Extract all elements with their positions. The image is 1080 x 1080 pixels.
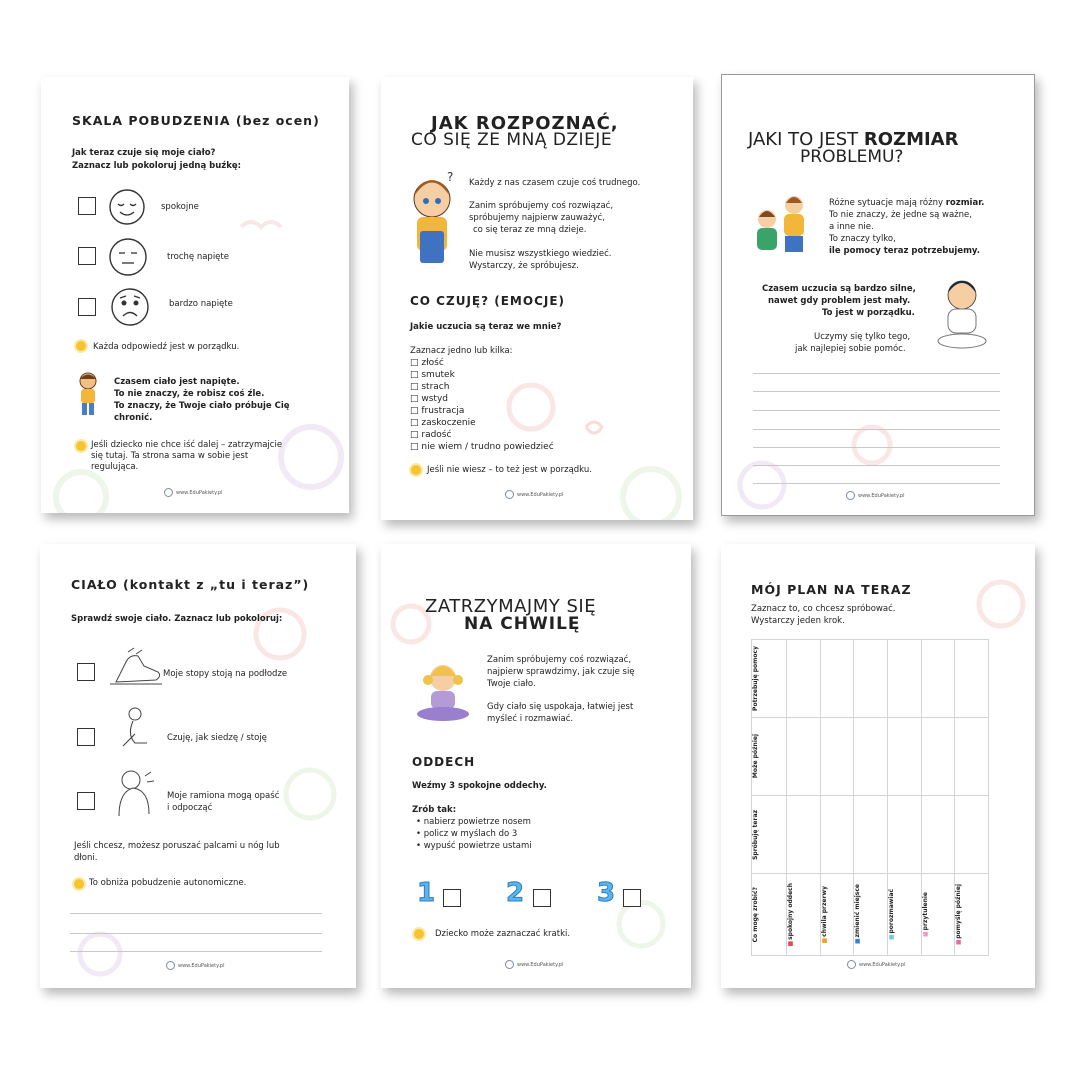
breath-number-1: 1: [417, 878, 436, 908]
step-2: • policz w myślach do 3: [416, 829, 518, 839]
feet-checkbox[interactable]: [77, 663, 95, 681]
emotion-option[interactable]: □ smutek: [410, 370, 455, 380]
feet-label: Moje stopy stoją na podłodze: [163, 669, 288, 679]
grid-cell[interactable]: [787, 796, 821, 874]
option-cell[interactable]: [921, 874, 955, 956]
note-line-1: Jeśli chcesz, możesz poruszać palcami u nóg lub: [74, 841, 280, 851]
calm-checkbox[interactable]: [78, 197, 96, 215]
option-cell[interactable]: [820, 874, 854, 956]
intro-line-2: najpierw sprawdzimy, jak czuje się: [487, 667, 635, 677]
background-decoration: [40, 544, 356, 988]
writing-line[interactable]: [70, 951, 322, 952]
grid-cell[interactable]: [820, 640, 854, 718]
row-label: Może później: [752, 734, 759, 779]
page-title-line-2: PROBLEMU?: [800, 147, 904, 167]
emotion-option[interactable]: □ radość: [410, 430, 452, 440]
page-title-line-2: NA CHWILĘ: [464, 614, 581, 634]
neutral-face-icon: [108, 237, 148, 277]
tip2-line-3: regulująca.: [91, 462, 139, 472]
edupakiety-logo-icon: [164, 488, 173, 497]
writing-line[interactable]: [753, 391, 1000, 392]
breath-checkbox-1[interactable]: [443, 889, 461, 907]
title-part-2: ROZMIAR: [863, 129, 959, 150]
svg-text:?: ?: [447, 171, 454, 184]
footer: [505, 490, 563, 499]
worksheet-page-problem-size: [721, 74, 1035, 516]
emotion-option[interactable]: □ wstyd: [410, 394, 448, 404]
emotion-option[interactable]: □ nie wiem / trudno powiedzieć: [410, 442, 554, 452]
row-header: [752, 796, 787, 874]
feet-icon: [108, 644, 164, 686]
lightbulb-icon: [76, 341, 86, 351]
step-text: policz w myślach do 3: [423, 829, 518, 839]
edupakiety-logo-icon: [505, 490, 514, 499]
footer-url[interactable]: www.EduPakiety.pl: [517, 491, 564, 498]
worksheet-page-arousal-scale: [41, 77, 349, 513]
step-text: wypuść powietrze ustami: [423, 841, 532, 851]
option-cell[interactable]: [887, 874, 921, 956]
shoulders-icon: [115, 768, 157, 818]
option-label: ■pomyślę później: [955, 883, 963, 946]
plan-grid: [751, 639, 989, 956]
row-header: [752, 874, 787, 956]
edupakiety-logo-icon: [166, 961, 175, 970]
row-label: Spróbuję teraz: [752, 809, 759, 860]
tip-text: Dziecko może zaznaczać kratki.: [435, 929, 571, 939]
intro-line-5: myśleć i rozmawiać.: [487, 714, 574, 724]
step-3: • wypuść powietrze ustami: [416, 841, 532, 851]
instruction-line-2: Zaznacz lub pokoloruj jedną buźkę:: [72, 161, 242, 171]
breath-number-2: 2: [506, 878, 525, 908]
emotion-option[interactable]: □ zaskoczenie: [410, 418, 476, 428]
question: Jakie uczucia są teraz we mnie?: [410, 322, 562, 332]
grid-cell[interactable]: [787, 640, 821, 718]
writing-line[interactable]: [70, 913, 322, 914]
option-text: przytulenie: [921, 891, 929, 931]
footer: [164, 488, 222, 497]
sad-face-icon: [110, 287, 150, 327]
sitting-child-illustration-icon: [934, 277, 990, 352]
grid-cell[interactable]: [887, 796, 921, 874]
shoulders-label-1: Moje ramiona mogą opaść: [167, 791, 280, 801]
text-line-4: To znaczy tylko,: [829, 234, 896, 244]
intro-line-2: Zanim spróbujemy coś rozwiązać,: [469, 201, 614, 211]
lightbulb-icon: [76, 441, 86, 451]
text-1b: rozmiar.: [945, 198, 985, 208]
grid-cell[interactable]: [787, 718, 821, 796]
tense-label: trochę napięte: [167, 252, 229, 262]
option-text: pomyślę później: [955, 883, 963, 939]
grid-cell[interactable]: [921, 796, 955, 874]
writing-line[interactable]: [753, 373, 1000, 374]
shoulders-checkbox[interactable]: [77, 792, 95, 810]
boy-illustration-icon: [75, 371, 101, 421]
lightbulb-icon: [411, 465, 421, 475]
text-line-5: ile pomocy teraz potrzebujemy.: [829, 246, 980, 256]
page-title-line-1: ZATRZYMAJMY SIĘ: [425, 596, 597, 617]
emotion-option[interactable]: □ strach: [410, 382, 450, 392]
footer-url[interactable]: www.EduPakiety.pl: [517, 961, 564, 968]
option-label: ■chwila przerwy: [820, 885, 828, 944]
breath-checkbox-2[interactable]: [533, 889, 551, 907]
text-line-8: To jest w porządku.: [822, 308, 915, 318]
tip2-line-2: się tutaj. Ta strona sama w sobie jest: [91, 451, 249, 461]
child-text-1: Czasem ciało jest napięte.: [114, 377, 240, 387]
grid-cell[interactable]: [854, 718, 888, 796]
text-line-1: [829, 197, 984, 209]
grid-cell[interactable]: [887, 640, 921, 718]
option-cell[interactable]: [854, 874, 888, 956]
step-1: • nabierz powietrze nosem: [416, 817, 531, 827]
option-cell[interactable]: [787, 874, 821, 956]
text-line-7: nawet gdy problem jest mały.: [768, 296, 911, 306]
breath-number-3: 3: [597, 878, 616, 908]
meditating-girl-illustration-icon: [411, 658, 475, 724]
lightbulb-icon: [74, 879, 84, 889]
tip-text: To obniża pobudzenie autonomiczne.: [89, 878, 247, 888]
breath-checkbox-3[interactable]: [623, 889, 641, 907]
page-title-line-1: JAK ROZPOZNAĆ,: [431, 113, 619, 134]
child-text-3: To znaczy, że Twoje ciało próbuje Cię: [114, 401, 290, 411]
intro-line-4: co się teraz ze mną dzieje.: [473, 225, 587, 235]
sitting-checkbox[interactable]: [77, 728, 95, 746]
note-line-2: dłoni.: [74, 853, 98, 863]
footer-url[interactable]: www.EduPakiety.pl: [178, 962, 225, 969]
option-text: chwila przerwy: [820, 885, 828, 937]
title-part-1: JAKI TO JEST: [748, 129, 864, 150]
emotion-option[interactable]: □ frustracja: [410, 406, 465, 416]
breaths-text: Weźmy 3 spokojne oddechy.: [412, 781, 547, 791]
option-label: ■spokojny oddech: [787, 882, 794, 947]
sitting-label: Czuję, jak siedzę / stoję: [167, 733, 267, 743]
option-label: ■porozmawiać: [887, 888, 895, 941]
intro-line-4: Gdy ciało się uspokaja, łatwiej jest: [487, 702, 634, 712]
footer-url[interactable]: www.EduPakiety.pl: [176, 489, 223, 496]
tip-text: Każda odpowiedź jest w porządku.: [93, 342, 240, 352]
page-title: MÓJ PLAN NA TERAZ: [751, 582, 912, 597]
intro-line-6: Wystarczy, że spróbujesz.: [469, 261, 579, 271]
footer: [505, 960, 563, 969]
text-1a: Różne sytuacje mają różny: [829, 198, 946, 208]
footer: [846, 491, 904, 500]
intro-line-1: Zanim spróbujemy coś rozwiązać,: [487, 655, 632, 665]
edupakiety-logo-icon: [847, 960, 856, 969]
calm-face-icon: [108, 188, 146, 226]
text-line-3: a inne nie.: [829, 222, 874, 232]
row-header: [752, 640, 787, 718]
step-text: nabierz powietrze nosem: [423, 817, 531, 827]
option-label: ■przytulenie: [921, 891, 929, 938]
emotion-list: [410, 357, 554, 453]
sitting-person-icon: [115, 706, 149, 754]
subtitle-line-2: Wystarczy jeden krok.: [751, 616, 845, 626]
grid-cell[interactable]: [820, 796, 854, 874]
intro-line-3: Twoje ciało.: [487, 679, 536, 689]
worksheet-page-my-plan: [721, 544, 1035, 988]
section-heading: ODDECH: [412, 755, 476, 769]
option-text: porozmawiać: [887, 888, 895, 934]
intro-line-3: spróbujemy najpierw zauważyć,: [469, 213, 605, 223]
very-tense-label: bardzo napięte: [169, 299, 233, 309]
instruction-line-1: Jak teraz czuje się moje ciało?: [72, 148, 216, 158]
writing-line[interactable]: [753, 447, 1000, 448]
thinking-boy-illustration-icon: [407, 171, 457, 271]
instruction: Sprawdź swoje ciało. Zaznacz lub pokoloruj:: [71, 614, 283, 624]
tip2-line-1: Jeśli dziecko nie chce iść dalej – zatrzymajcie: [91, 440, 283, 450]
option-text: zmienić miejsce: [854, 884, 862, 938]
worksheet-page-breathing: [381, 544, 691, 988]
option-cell[interactable]: [955, 874, 989, 956]
writing-line[interactable]: [753, 483, 1000, 484]
writing-line[interactable]: [70, 933, 322, 934]
worksheet-page-recognize-feelings: [381, 77, 693, 520]
grid-cell[interactable]: [854, 640, 888, 718]
very-tense-checkbox[interactable]: [78, 298, 96, 316]
subtitle-line-1: Zaznacz to, co chcesz spróbować.: [751, 604, 896, 614]
grid-cell[interactable]: [921, 640, 955, 718]
grid-cell[interactable]: [955, 640, 989, 718]
writing-line[interactable]: [753, 465, 1000, 466]
option-label: ■zmienić miejsce: [854, 884, 862, 945]
text-line-6: Czasem uczucia są bardzo silne,: [762, 284, 916, 294]
text-line-9: Uczymy się tylko tego,: [814, 332, 911, 342]
lightbulb-icon: [414, 929, 424, 939]
select-hint: Zaznacz jedno lub kilka:: [410, 346, 513, 356]
child-text-4: chronić.: [114, 413, 153, 423]
calm-label: spokojne: [161, 202, 199, 212]
page-title-line-2: CO SIĘ ZE MNĄ DZIEJE: [411, 130, 613, 150]
footer: [166, 961, 224, 970]
footer: [847, 960, 905, 969]
row-label: Potrzebuję pomocy: [752, 646, 759, 711]
intro-line-5: Nie musisz wszystkiego wiedzieć.: [469, 249, 612, 259]
writing-line[interactable]: [753, 410, 1000, 411]
intro-line-1: Każdy z nas czasem czuje coś trudnego.: [469, 178, 641, 188]
grid-cell[interactable]: [921, 718, 955, 796]
worksheet-page-body-grounding: [40, 544, 356, 988]
text-line-2: To nie znaczy, że jedne są ważne,: [829, 210, 972, 220]
child-text-2: To nie znaczy, że robisz coś źle.: [114, 389, 265, 399]
footer-url[interactable]: www.EduPakiety.pl: [859, 961, 906, 968]
grid-cell[interactable]: [887, 718, 921, 796]
emotion-option[interactable]: □ złość: [410, 358, 444, 368]
edupakiety-logo-icon: [846, 491, 855, 500]
text-line-10: jak najlepiej sobie pomóc.: [795, 344, 906, 354]
row-label: Co mogę zrobić?: [752, 886, 759, 943]
edupakiety-logo-icon: [505, 960, 514, 969]
writing-line[interactable]: [753, 429, 1000, 430]
section-heading: CO CZUJĘ? (EMOCJE): [410, 294, 566, 308]
grid-cell[interactable]: [955, 718, 989, 796]
footer-url[interactable]: www.EduPakiety.pl: [858, 492, 905, 499]
page-title: CIAŁO (kontakt z „tu i teraz”): [71, 577, 310, 592]
do-label: Zrób tak:: [412, 805, 457, 815]
tip-text: Jeśli nie wiesz – to też jest w porządku.: [427, 465, 592, 475]
grid-cell[interactable]: [820, 718, 854, 796]
shoulders-label-2: i odpocząć: [167, 803, 213, 813]
two-children-illustration-icon: [752, 191, 812, 256]
grid-cell[interactable]: [955, 796, 989, 874]
page-title: SKALA POBUDZENIA (bez ocen): [72, 113, 320, 128]
row-header: [752, 718, 787, 796]
option-text: spokojny oddech: [787, 882, 794, 940]
tense-checkbox[interactable]: [78, 247, 96, 265]
grid-cell[interactable]: [854, 796, 888, 874]
